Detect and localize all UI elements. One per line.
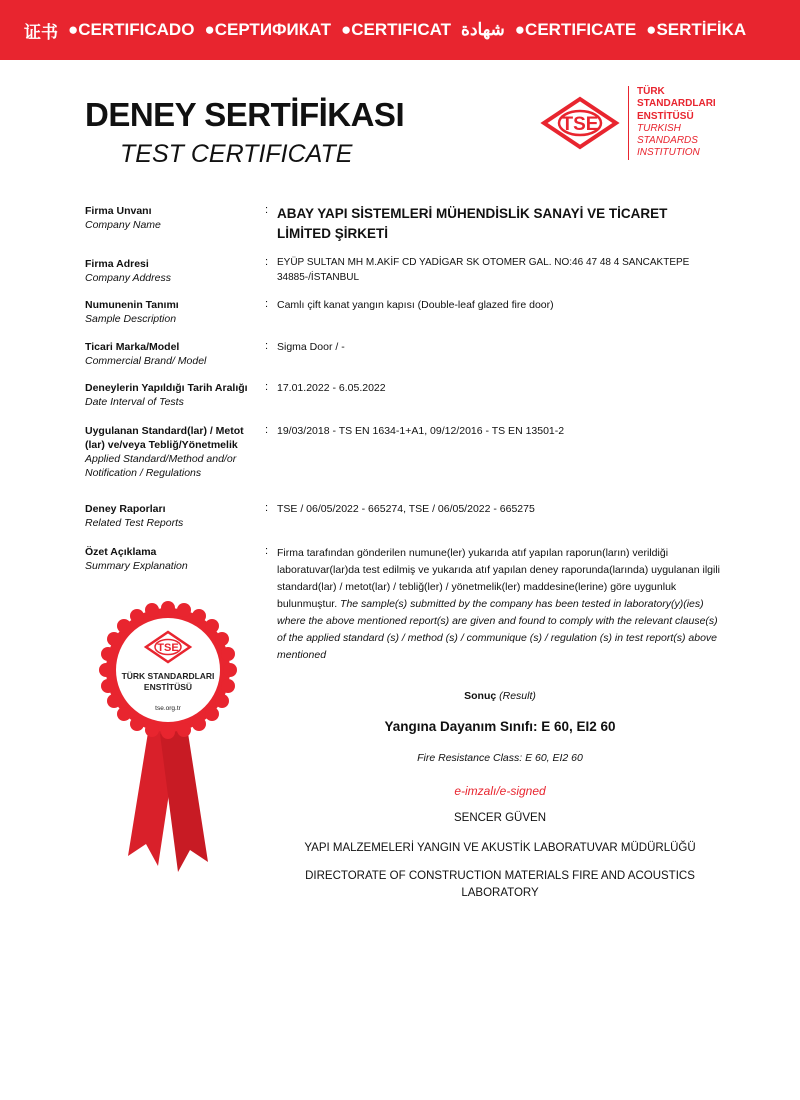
colon: : (265, 381, 269, 393)
dates-label (85, 381, 248, 409)
laboratory-name-tr: YAPI MALZEMELERİ YANGIN VE AKUSTİK LABORATUVAR MÜDÜRLÜĞÜ (304, 842, 696, 854)
sample-label-tr: Numunenin Tanımı (85, 299, 179, 311)
institution-name-block (628, 86, 716, 160)
address-label (85, 257, 171, 285)
company-label (85, 204, 161, 232)
dates-label-en: Date Interval of Tests (85, 396, 184, 408)
fire-resistance-class-tr: Yangına Dayanım Sınıfı: E 60, EI2 60 (384, 719, 616, 734)
standards-label-en: Notification / Regulations (85, 467, 202, 479)
tse-logo (540, 95, 620, 151)
banner-word: ●SERTİFİKA (646, 20, 747, 39)
institution-en-line: INSTITUTION (637, 147, 700, 159)
company-label-tr: Firma Unvanı (85, 205, 152, 217)
address-value (277, 256, 689, 285)
standards-label-tr: (lar) ve/veya Tebliğ/Yönetmelik (85, 439, 238, 451)
reports-label-tr: Deney Raporları (85, 503, 166, 515)
laboratory-name-en: DIRECTORATE OF CONSTRUCTION MATERIALS FIRE AND ACOUSTICS LABORATORY (305, 870, 695, 899)
fire-resistance-class-en: Fire Resistance Class: E 60, EI2 60 (417, 752, 583, 764)
seal-url: tse.org.tr (155, 705, 181, 712)
reports-label (85, 502, 183, 530)
colon: : (265, 502, 269, 514)
sample-value: Camlı çift kanat yangın kapısı (Double-leaf glazed fire door) (277, 299, 554, 311)
banner-word: شهادة (461, 20, 505, 39)
company-label-en: Company Name (85, 219, 161, 231)
banner-lead-text: 证书 (24, 22, 58, 42)
colon: : (265, 424, 269, 436)
brand-label-tr: Ticari Marka/Model (85, 341, 180, 353)
colon: : (265, 256, 269, 268)
tse-logo-text: TSE (561, 114, 599, 135)
signer-name: SENCER GÜVEN (453, 812, 547, 824)
summary-text-en: The sample(s) submitted by the company has been tested in laboratory(y)(ies) where the above mentioned report(s) are given and found to comply with the relevant clause(s) of the applied standard (s) / method (s) / communique (s) / regulation (s) in test report(s) above mentioned (277, 598, 718, 661)
colon: : (265, 545, 269, 557)
address-line: EYÜP SULTAN MH M.AKİF CD YADİGAR SK OTOMER GAL. NO:46 47 48 4 SANCAKTEPE (277, 257, 690, 268)
standards-value: 19/03/2018 - TS EN 1634-1+A1, 09/12/2016 - TS EN 13501-2 (277, 425, 565, 437)
institution-tr-line: ENSTİTÜSÜ (637, 110, 694, 122)
address-label-tr: Firma Adresi (85, 258, 149, 270)
standards-label (85, 424, 244, 480)
summary-label (85, 545, 188, 573)
seal-logo-text: TSE (157, 642, 179, 654)
tse-rosette-seal (98, 600, 238, 880)
address-label-en: Company Address (85, 272, 171, 284)
colon: : (265, 204, 269, 216)
page-title: DENEY SERTİFİKASI (85, 96, 405, 133)
result-label-en: (Result) (499, 690, 536, 702)
seal-line1: TÜRK STANDARDLARI (121, 671, 215, 681)
multilingual-certificate-banner (0, 0, 800, 60)
e-signature-note: e-imzalı/e-signed (454, 784, 546, 798)
banner-word: ●CERTIFICAT (340, 20, 452, 39)
standards-label-tr: Uygulanan Standard(lar) / Metot (85, 425, 244, 437)
summary-value (277, 545, 722, 664)
brand-label (85, 340, 206, 368)
reports-value: TSE / 06/05/2022 - 665274, TSE / 06/05/2022 - 665275 (277, 503, 535, 515)
result-label-tr: Sonuç (464, 690, 497, 702)
institution-en-line: TURKISH (637, 122, 681, 134)
banner-word: ●CERTIFICATE (514, 20, 637, 39)
sample-label-en: Sample Description (85, 313, 177, 325)
colon: : (265, 340, 269, 352)
summary-text-tr: Firma tarafından gönderilen numune(ler) yukarıda atıf yapılan raporun(ların) verildiği laboratuvar(lar)da test edilmiş ve yukarıda atıf yapılan deney raporunda(larında) uygulanan ilgili standard(lar) / metot(lar) / tebliğ(ler) / yönetmelik(ler) maddesine(lerine) göre uygunluk bulunmuştur. (277, 547, 720, 610)
banner-word: ●СЕРТИФИКАТ (204, 20, 331, 39)
colon: : (265, 298, 269, 310)
institution-en-line: STANDARDS (637, 135, 698, 147)
dates-label-tr: Deneylerin Yapıldığı Tarih Aralığı (85, 382, 248, 394)
brand-label-en: Commercial Brand/ Model (85, 355, 207, 367)
institution-tr-line: TÜRK (637, 86, 665, 97)
summary-label-tr: Özet Açıklama (85, 546, 157, 558)
summary-label-en: Summary Explanation (85, 560, 188, 572)
dates-value: 17.01.2022 - 6.05.2022 (277, 382, 386, 394)
result-label (250, 690, 750, 702)
address-line: 34885-/İSTANBUL (277, 271, 360, 283)
standards-label-en: Applied Standard/Method and/or (85, 453, 237, 465)
seal-line2: ENSTİTÜSÜ (143, 682, 193, 692)
reports-label-en: Related Test Reports (85, 517, 184, 529)
sample-label (85, 298, 179, 326)
banner-word: ●CERTIFICADO (68, 20, 195, 39)
brand-value: Sigma Door / - (277, 341, 345, 353)
company-name-value: ABAY YAPI SİSTEMLERİ MÜHENDİSLİK SANAYİ VE TİCARET LİMİTED ŞİRKETİ (277, 206, 668, 241)
institution-tr-line: STANDARDLARI (637, 98, 716, 110)
page-subtitle: TEST CERTIFICATE (120, 140, 353, 168)
